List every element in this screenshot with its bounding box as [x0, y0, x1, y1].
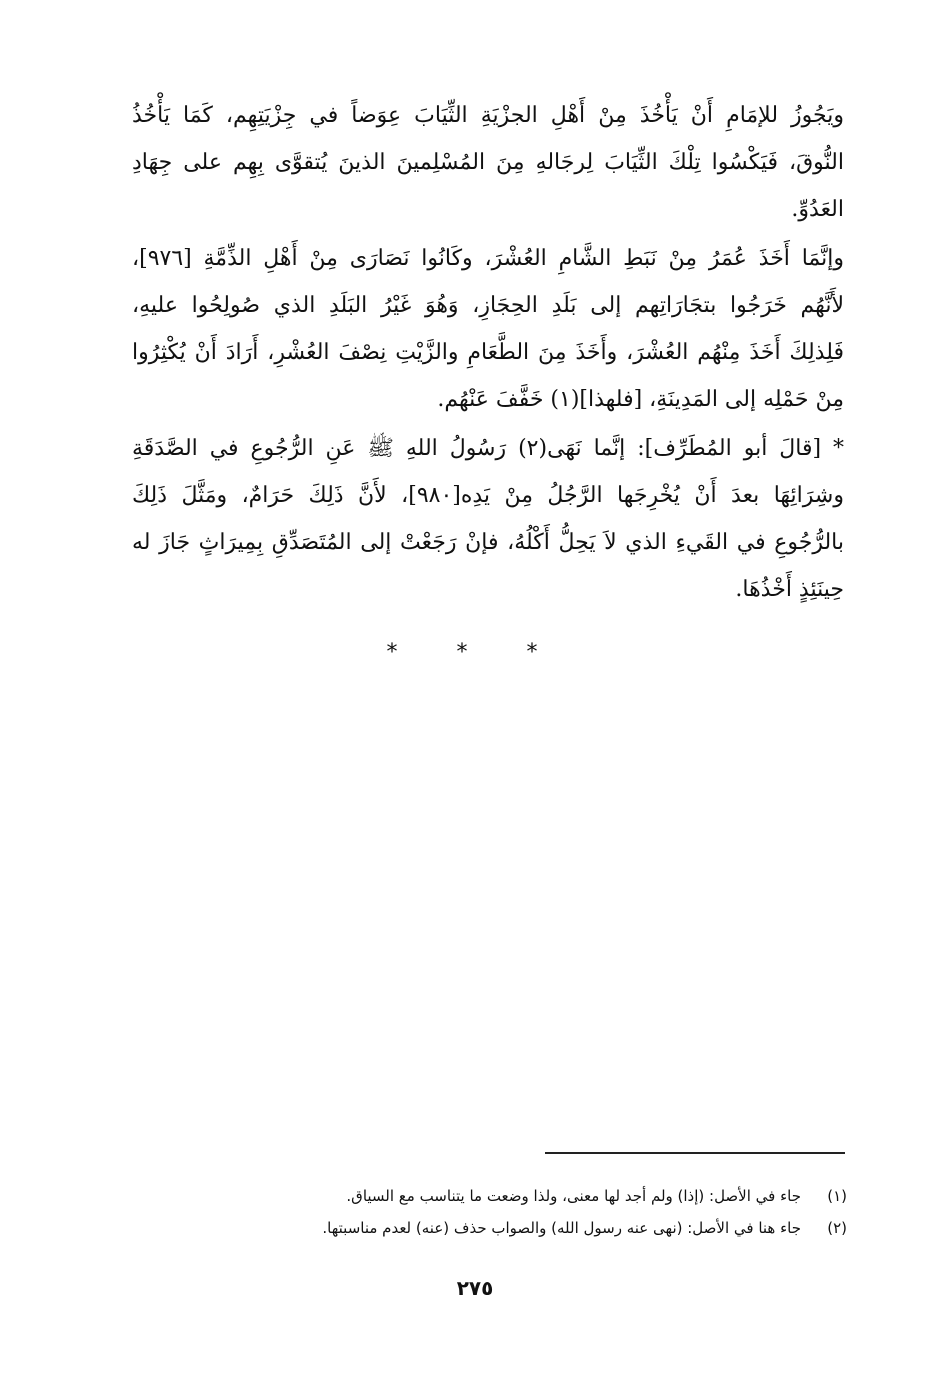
text-line: النُّوقَ، فَيَكْسُوا تِلْكَ الثِّيَابَ لِرجَالهِ مِنَ المُسْلِمينَ الذينَ يُتقوَّى بِهِم على جِهَادِ [132, 150, 844, 175]
text-line: بالرُّجُوعِ في القَيءِ الذي لاَ يَحِلُّ أَكْلُهُ، فإنْ رَجَعْتْ إلى المُتَصَدِّقِ بِمِيرَاثٍ جَازَ له [132, 530, 844, 555]
footnote-text: جاء هنا في الأصل: (نهى عنه رسول الله) والصواب حذف (عنه) لعدم مناسبتها. [322, 1219, 801, 1237]
paragraph-1 [132, 92, 844, 233]
text-line: لأَنَّهُم خَرَجُوا بتجَارَاتِهم إلى بَلَدِ الحِجَازِ، وَهُوَ غَيْرُ البَلَدِ الذي صُولِحُوا عليهِ، [132, 293, 844, 318]
footnote-number: (١) [827, 1187, 847, 1205]
page-number: ٢٧٥ [456, 1276, 494, 1300]
text-line: حِينَئِذٍ أَخْذُهَا. [735, 577, 844, 602]
footnote-1 [150, 1180, 847, 1212]
text-line: مِنْ حَمْلِه إلى المَدِينَةِ، [فلهذا](١) خَفَّفَ عَنْهُم. [437, 387, 844, 412]
text-line: العَدُوِّ. [791, 197, 844, 222]
text-line: وشِرَائِهَا بعدَ أَنْ يُخْرِجَها الرَّجُلُ مِنْ يَدِه[٩٨٠]، لأَنَّ ذَلِكَ حَرَامٌ، ومَثَّلَ ذَلِكَ [132, 483, 844, 508]
text-line: فَلِذلِكَ أَخَذَ مِنْهُم العُشْرَ، وأَخَذَ مِنَ الطَّعَامِ والزَّيْتِ نِصْفَ العُشْرِ، أَرَادَ أَنْ يُكْثِرُوا [132, 340, 844, 365]
paragraph-3 [132, 425, 844, 613]
text-line: ويَجُوزُ للإمَامِ أَنْ يَأْخُذَ مِنْ أَهْلِ الجزْيَةِ الثِّيَابَ عِوَضاً في جِزْيَتِهِم، كَمَا يَأْخُذُ [132, 103, 844, 128]
footnote-2 [150, 1212, 847, 1244]
section-separator: * * * [386, 640, 564, 665]
footnotes [150, 1180, 847, 1244]
main-text [132, 92, 844, 615]
text-line: وإنَّمَا أَخَذَ عُمَرُ مِنْ نَبَطِ الشَّامِ العُشْرَ، وكَانُوا نَصَارَى مِنْ أَهْلِ الذِّمَّةِ [٩٧٦]، [132, 246, 844, 271]
paragraph-2 [132, 235, 844, 423]
footnote-text: جاء في الأصل: (إذا) ولم أجد لها معنى، ولذا وضعت ما يتناسب مع السياق. [346, 1187, 801, 1205]
footnote-divider [545, 1152, 845, 1154]
text-line: * [قالَ أبو المُطَرِّف]: إنَّما نَهَى(٢) رَسُولُ اللهِ ﷺ عَنِ الرُّجُوعِ في الصَّدَقَةِ [132, 436, 844, 461]
footnote-number: (٢) [827, 1219, 847, 1237]
